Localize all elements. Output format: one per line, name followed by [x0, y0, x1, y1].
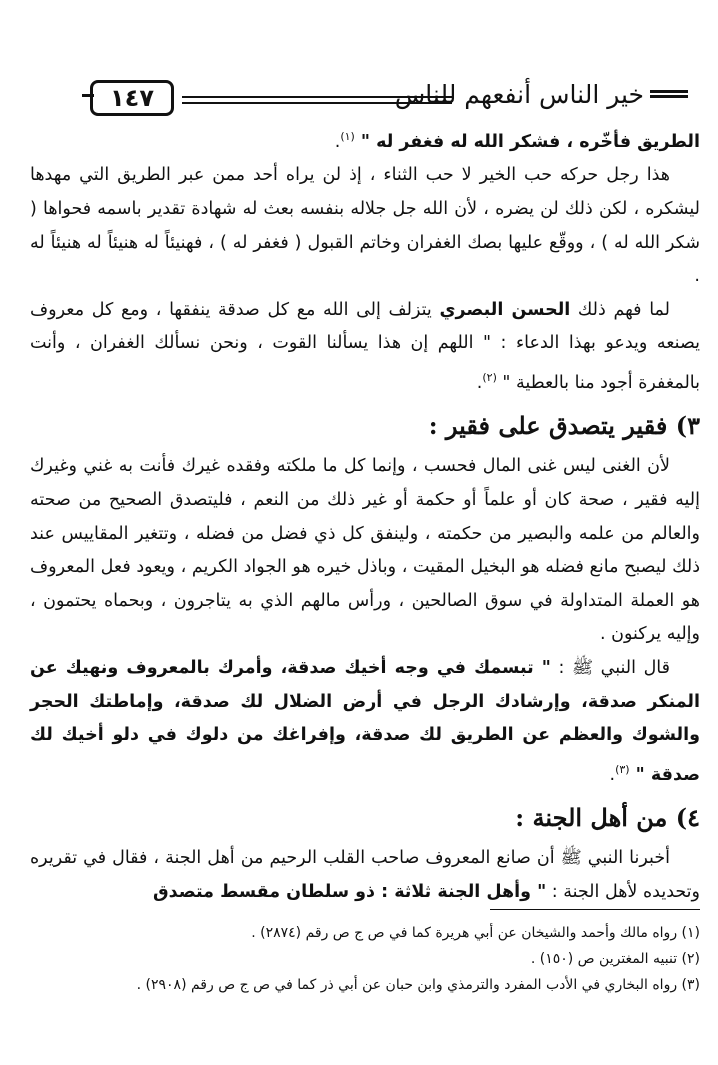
- footnote-1: (١) رواه مالك وأحمد والشيخان عن أبي هريرة كما في ص ج ص رقم (٢٨٧٤) .: [251, 925, 700, 941]
- header-rule: [182, 96, 452, 104]
- footnote-rule: [490, 909, 700, 910]
- section-3-paragraph-2: [30, 652, 700, 792]
- paragraph-3-bold: الحسن البصري: [439, 299, 571, 320]
- paragraph-3: [30, 294, 700, 401]
- page-number: ١٤٧: [90, 80, 174, 116]
- paragraph-3-post: يتزلف إلى الله مع كل صدقة ينفقها ، ومع كل معروف يصنعه ويدعو بهذا الدعاء : " اللهم إن هذا يسألنا القوت ، ونحن نسألك الغفران ، وأنت بالمغفرة أجود منا بالعطية ": [30, 299, 700, 393]
- header-ornament: [650, 90, 688, 100]
- section-4-paragraph: [30, 842, 700, 909]
- section-4-quote: " وأهل الجنة ثلاثة : ذو سلطان مقسط متصدق: [153, 881, 547, 902]
- footnote-ref-2: (٢): [482, 370, 497, 384]
- footnotes: [30, 920, 700, 998]
- body-text: [30, 120, 700, 909]
- section-4-number: ٤): [675, 803, 700, 833]
- section-4-intro: أخبرنا النبي ﷺ أن صانع المعروف صاحب القلب الرحيم من أهل الجنة ، فقال في تقريره وتحديده لأهل الجنة :: [30, 848, 700, 902]
- footnote-ref-1: (١): [340, 130, 355, 143]
- paragraph-3-tail: .: [476, 372, 483, 393]
- section-3-heading: [30, 406, 700, 446]
- running-header: [82, 76, 688, 120]
- paragraph-1-bold: الطريق فأخّره ، فشكر الله له فغفر له ": [354, 131, 700, 152]
- paragraph-2: هذا رجل حركه حب الخير لا حب الثناء ، إذ لن يراه أحد ممن عبر الطريق التي مهدها ليشكره ، لكن ذلك لن يضره ، لأن الله جل جلاله بنفسه بعث له شهادة تقدير باسمه فحواها ( شكر الله له ) ، ووقّع عليها بصك الغفران وخاتم القبول ( فغفر له ) ، فهنيئاً له هنيئاً له هنيئاً له .: [30, 165, 700, 287]
- header-title: خير الناس أنفعهم للناس: [394, 80, 644, 109]
- section-3-paragraph-1: لأن الغنى ليس غنى المال فحسب ، وإنما كل ما ملكته وفقده غيرك فأنت به غني وغيرك إليه فقير ، صحة كان أو علماً أو حكمة أو غير ذلك من النعم ، فليتصدق الصحيح من صحته والعالم من علمه والبصير من حكمته ، ولينفق كل ذي فضل من فضله ، وتتغير المقاييس عند ذلك ليصبح مانع فضله هو البخيل المقيت ، وباذل خيره هو الجواد الكريم ، ويعود فعل المعروف هو العملة المتداولة في سوق الصالحين ، ورأس مالهم الذي به يتاجرون ، وبحماه يحتمون ، وإليه يركنون .: [30, 456, 700, 645]
- section-4-title: من أهل الجنة :: [515, 803, 668, 833]
- section-4-heading: [30, 798, 700, 838]
- paragraph-1-tail: .: [334, 131, 341, 152]
- paragraph-3-pre: لما فهم ذلك: [570, 299, 670, 320]
- section-3-number: ٣): [675, 411, 700, 441]
- hadith-quote: " تبسمك في وجه أخيك صدقة، وأمرك بالمعروف ونهيك عن المنكر صدقة، وإرشادك الرجل في أرض الضلال لك صدقة، وإماطتك الحجر والشوك والعظم عن الطريق لك صدقة، وإفراغك من دلوك في دلو أخيك لك صدقة ": [30, 657, 700, 785]
- paragraph-1: [30, 120, 700, 159]
- footnote-ref-3: (٣): [615, 762, 630, 776]
- section-3-tail: .: [609, 764, 616, 785]
- section-3-quote-intro: قال النبي ﷺ :: [550, 657, 670, 678]
- footnote-3: (٣) رواه البخاري في الأدب المفرد والترمذي وابن حبان عن أبي ذر كما في ص ج ص رقم (٢٩٠٨) .: [136, 977, 700, 993]
- section-3-title: فقير يتصدق على فقير :: [428, 411, 668, 441]
- footnote-2: (٢) تنبيه المغترين ص (١٥٠) .: [530, 951, 700, 967]
